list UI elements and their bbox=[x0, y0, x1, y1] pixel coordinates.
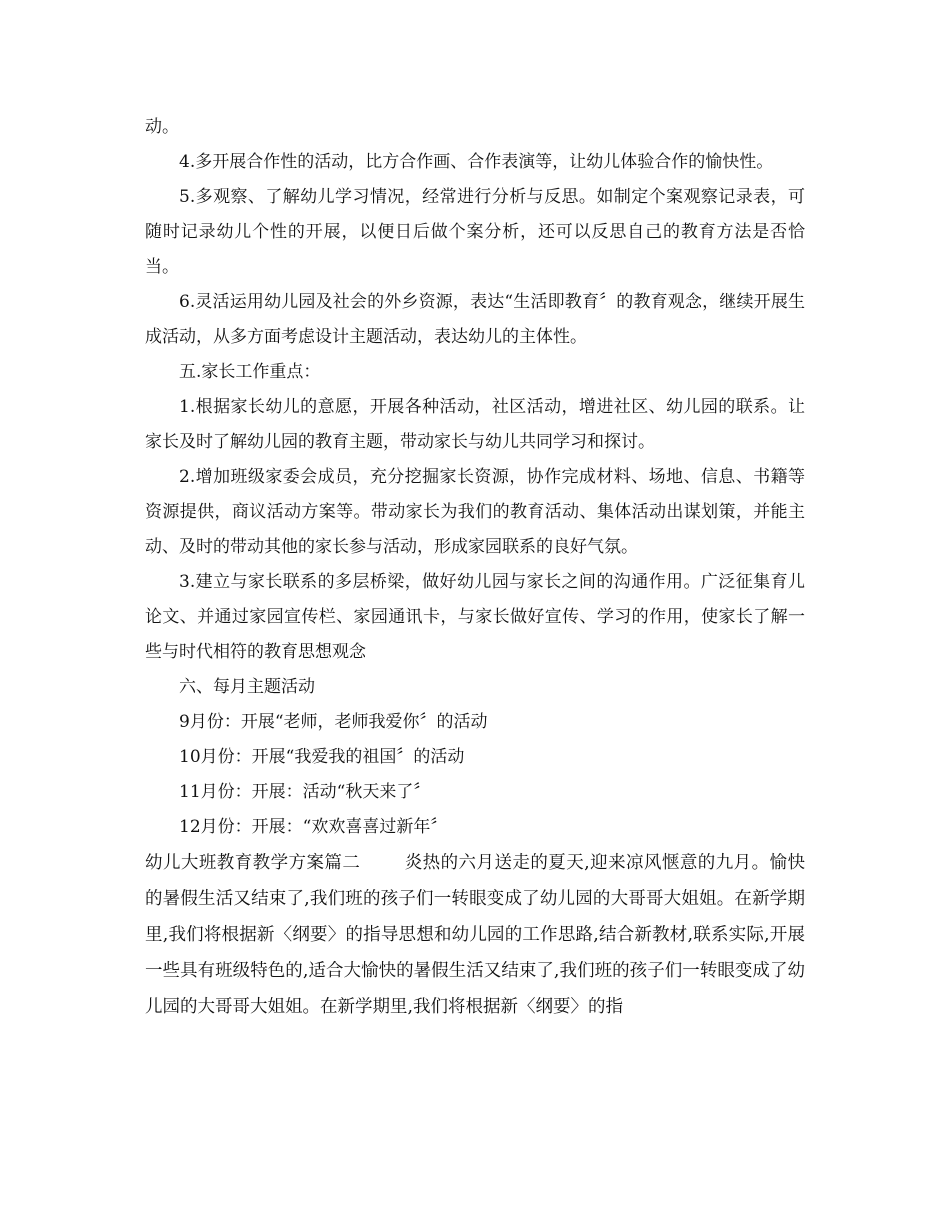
paragraph-item-6: 6.灵活运用幼儿园及社会的外乡资源，表达“生活即教育〞的教育观念，继续开展生成活动，从多方面考虑设计主题活动，表达幼儿的主体性。 bbox=[145, 292, 805, 347]
month-theme-october: 10月份：开展“我爱我的祖国〞的活动 bbox=[179, 747, 465, 767]
month-theme-december: 12月份：开展：“欢欢喜喜过新年〞 bbox=[179, 817, 448, 837]
month-theme-september: 9月份：开展“老师，老师我爱你〞的活动 bbox=[179, 712, 488, 732]
document-body bbox=[145, 110, 805, 1025]
paragraph-parent-item-3: 3.建立与家长联系的多层桥梁，做好幼儿园与家长之间的沟通作用。广泛征集育儿论文、并通过家园宣传栏、家园通讯卡，与家长做好宣传、学习的作用，使家长了解一些与时代相符的教育思想观念 bbox=[145, 572, 805, 662]
paragraph-item-4: 4.多开展合作性的活动，比方合作画、合作表演等，让幼儿体验合作的愉快性。 bbox=[179, 152, 774, 172]
final-section-paragraph bbox=[145, 845, 805, 1025]
paragraph-continuation: 动。 bbox=[145, 117, 179, 137]
section-heading-monthly-themes: 六、每月主题活动 bbox=[179, 677, 315, 697]
section-heading-parent-work: 五.家长工作重点： bbox=[179, 362, 321, 382]
month-theme-november: 11月份：开展：活动“秋天来了〞 bbox=[179, 782, 431, 802]
final-section-text: 炎热的六月送走的夏天,迎来凉风惬意的九月。愉快的暑假生活又结束了,我们班的孩子们一转眼变成了幼儿园的大哥哥大姐姐。在新学期里,我们将根据新〈纲要〉的指导思想和幼儿园的工作思路,结合新教材,联系实际,开展一些具有班级特色的,适合大愉快的暑假生活又结束了,我们班的孩子们一转眼变成了幼儿园的大哥哥大姐姐。在新学期里,我们将根据新〈纲要〉的指 bbox=[145, 853, 806, 1017]
paragraph-parent-item-2: 2.增加班级家委会成员，充分挖掘家长资源，协作完成材料、场地、信息、书籍等资源提供，商议活动方案等。带动家长为我们的教育活动、集体活动出谋划策，并能主动、及时的带动其他的家长参与活动，形成家园联系的良好气氛。 bbox=[145, 467, 805, 557]
paragraph-item-5: 5.多观察、了解幼儿学习情况，经常进行分析与反思。如制定个案观察记录表，可随时记录幼儿个性的开展，以便日后做个案分析，还可以反思自己的教育方法是否恰当。 bbox=[145, 187, 805, 277]
section-title: 幼儿大班教育教学方案篇二 bbox=[145, 853, 361, 873]
paragraph-parent-item-1: 1.根据家长幼儿的意愿，开展各种活动，社区活动，增进社区、幼儿园的联系。让家长及时了解幼儿园的教育主题，带动家长与幼儿共同学习和探讨。 bbox=[145, 397, 805, 452]
